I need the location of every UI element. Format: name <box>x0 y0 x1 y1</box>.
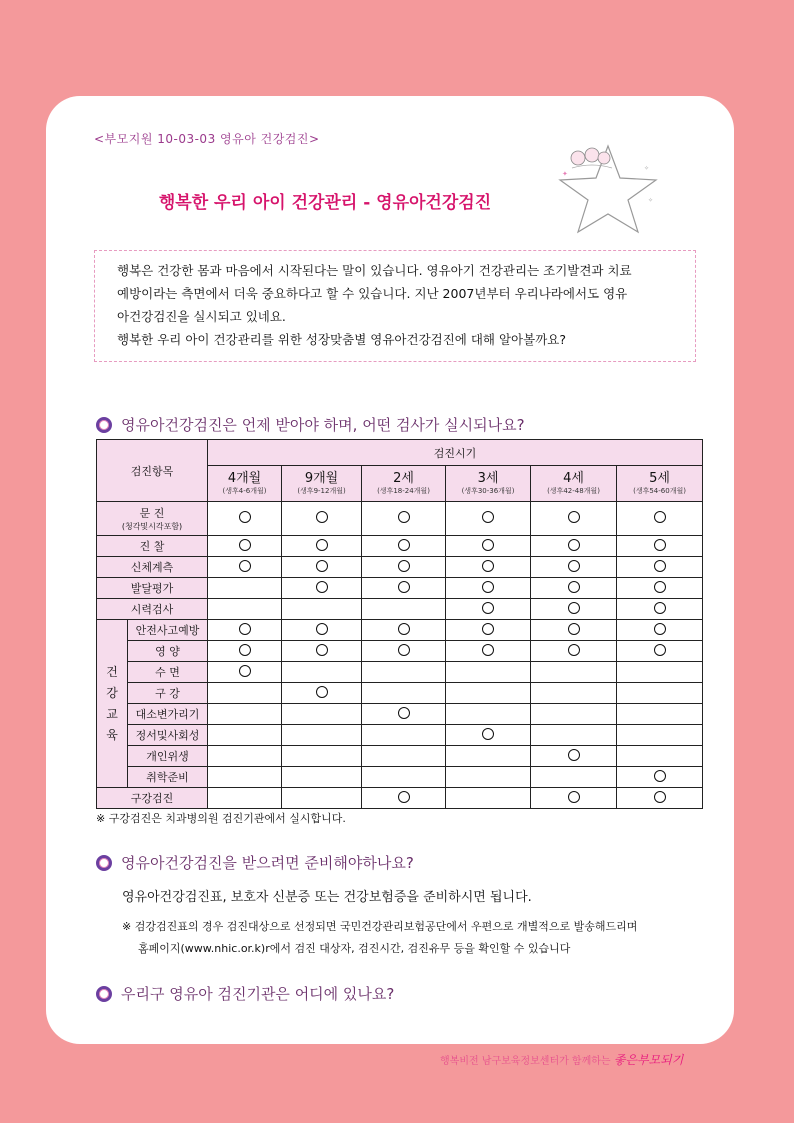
age-range: (생후42-48개월) <box>547 487 600 495</box>
schedule-cell <box>617 620 703 641</box>
schedule-cell <box>208 683 282 704</box>
schedule-cell <box>531 683 617 704</box>
circle-mark-icon <box>482 602 494 614</box>
circle-mark-icon <box>398 539 410 551</box>
schedule-cell <box>362 746 446 767</box>
circle-mark-icon <box>398 707 410 719</box>
schedule-cell <box>617 641 703 662</box>
schedule-cell <box>531 788 617 809</box>
schedule-cell <box>531 502 617 536</box>
schedule-cell <box>531 620 617 641</box>
schedule-cell <box>531 599 617 620</box>
circle-mark-icon <box>568 791 580 803</box>
circle-mark-icon <box>654 770 666 782</box>
intro-box <box>94 250 696 362</box>
schedule-cell <box>282 620 362 641</box>
circle-mark-icon <box>654 581 666 593</box>
circle-mark-icon <box>316 623 328 635</box>
schedule-cell <box>617 767 703 788</box>
schedule-cell <box>446 620 531 641</box>
circle-mark-icon <box>398 644 410 656</box>
section-heading-institutions <box>96 983 394 1004</box>
circle-mark-icon <box>654 539 666 551</box>
table-row <box>97 704 703 725</box>
schedule-cell <box>362 725 446 746</box>
schedule-cell <box>446 641 531 662</box>
schedule-cell <box>362 578 446 599</box>
circle-mark-icon <box>316 539 328 551</box>
group-label-char: 육 <box>106 727 118 742</box>
age-label: 9개월 <box>304 471 339 486</box>
schedule-cell <box>617 578 703 599</box>
intro-line: 행복은 건강한 몸과 마음에서 시작된다는 말이 있습니다. 영유아기 건강관리는 조기발견과 치료 <box>117 263 632 278</box>
circle-mark-icon <box>239 623 251 635</box>
item-label-cell <box>97 599 208 620</box>
circle-mark-icon <box>482 539 494 551</box>
circle-mark-icon <box>316 581 328 593</box>
schedule-cell <box>362 641 446 662</box>
circle-mark-icon <box>568 511 580 523</box>
item-label-cell <box>97 536 208 557</box>
item-label: 발달평가 <box>130 582 174 595</box>
schedule-cell <box>617 704 703 725</box>
circle-mark-icon <box>482 560 494 572</box>
circle-mark-icon <box>654 511 666 523</box>
schedule-cell <box>282 662 362 683</box>
schedule-cell <box>446 725 531 746</box>
table-row <box>97 557 703 578</box>
schedule-cell <box>446 578 531 599</box>
table-row <box>97 725 703 746</box>
schedule-cell <box>446 599 531 620</box>
circle-mark-icon <box>239 644 251 656</box>
table-row <box>97 683 703 704</box>
homepage-notice: 홈페이지(www.nhic.or.k)r에서 검진 대상자, 검진시간, 검진유무 등을 확인할 수 있습니다 <box>138 942 571 955</box>
age-label: 4개월 <box>227 471 262 486</box>
circle-mark-icon <box>398 581 410 593</box>
circle-mark-icon <box>482 644 494 656</box>
schedule-cell <box>362 704 446 725</box>
item-label: 영 양 <box>128 641 208 662</box>
age-range: (생후4-6개월) <box>222 487 267 495</box>
item-label: 구강검진 <box>130 792 174 805</box>
intro-line: 예방이라는 측면에서 더욱 중요하다고 할 수 있습니다. 지난 2007년부터 우리나라에서도 영유 <box>117 286 628 301</box>
schedule-cell <box>446 557 531 578</box>
age-label: 4세 <box>563 471 584 486</box>
intro-line: 아건강검진을 실시되고 있네요. <box>117 309 286 324</box>
age-header <box>531 466 617 502</box>
table-row <box>97 502 703 536</box>
schedule-cell <box>208 704 282 725</box>
table-footnote: ※ 구강검진은 치과병의원 검진기관에서 실시합니다. <box>96 812 346 825</box>
age-range: (생후54-60개월) <box>633 487 686 495</box>
circle-mark-icon <box>239 511 251 523</box>
schedule-cell <box>282 704 362 725</box>
schedule-cell <box>282 767 362 788</box>
schedule-cell <box>446 767 531 788</box>
footer <box>440 1051 683 1068</box>
svg-text:✧: ✧ <box>648 197 654 204</box>
schedule-cell <box>208 662 282 683</box>
schedule-cell <box>208 620 282 641</box>
schedule-cell <box>531 725 617 746</box>
schedule-cell <box>208 746 282 767</box>
schedule-cell <box>208 502 282 536</box>
schedule-cell <box>446 536 531 557</box>
table-row <box>97 641 703 662</box>
circle-mark-icon <box>654 623 666 635</box>
circle-mark-icon <box>398 791 410 803</box>
table-row <box>97 536 703 557</box>
item-sublabel: (청각및시각포함) <box>121 522 183 531</box>
circle-mark-icon <box>316 560 328 572</box>
schedule-cell <box>531 662 617 683</box>
schedule-cell <box>282 683 362 704</box>
schedule-cell <box>282 599 362 620</box>
schedule-cell <box>282 725 362 746</box>
circle-mark-icon <box>568 560 580 572</box>
bullet-icon <box>96 855 112 871</box>
schedule-cell <box>208 578 282 599</box>
circle-mark-icon <box>239 665 251 677</box>
schedule-cell <box>446 788 531 809</box>
circle-mark-icon <box>316 644 328 656</box>
schedule-cell <box>208 536 282 557</box>
requirement-text: 영유아건강검진표, 보호자 신분증 또는 건강보험증을 준비하시면 됩니다. <box>122 890 532 905</box>
section-heading-schedule <box>96 414 525 435</box>
schedule-cell <box>531 578 617 599</box>
circle-mark-icon <box>654 560 666 572</box>
age-label: 2세 <box>393 471 414 486</box>
age-header <box>362 466 446 502</box>
age-header <box>617 466 703 502</box>
schedule-cell <box>531 704 617 725</box>
age-range: (생후9-12개월) <box>297 487 346 495</box>
schedule-cell <box>617 725 703 746</box>
table-header-period: 검진시기 <box>208 440 703 466</box>
group-label-char: 건 <box>106 664 118 679</box>
schedule-cell <box>362 683 446 704</box>
schedule-cell <box>362 599 446 620</box>
table-row <box>97 599 703 620</box>
item-label: 시력검사 <box>130 603 174 616</box>
item-label-cell <box>97 578 208 599</box>
age-label: 5세 <box>649 471 670 486</box>
mail-notice: ※ 검강검진표의 경우 검진대상으로 선정되면 국민건강관리보험공단에서 우편으로 개별적으로 발송해드리며 <box>122 920 638 933</box>
item-label: 개인위생 <box>128 746 208 767</box>
schedule-cell <box>617 502 703 536</box>
item-label-cell <box>97 557 208 578</box>
schedule-cell <box>282 578 362 599</box>
item-label: 문 진 <box>139 507 165 520</box>
schedule-cell <box>617 683 703 704</box>
schedule-cell <box>362 662 446 683</box>
circle-mark-icon <box>482 511 494 523</box>
schedule-cell <box>208 725 282 746</box>
circle-mark-icon <box>398 560 410 572</box>
table-row <box>97 578 703 599</box>
schedule-cell <box>282 788 362 809</box>
schedule-cell <box>531 536 617 557</box>
schedule-cell <box>446 502 531 536</box>
svg-text:✦: ✦ <box>562 170 568 178</box>
schedule-cell <box>282 502 362 536</box>
circle-mark-icon <box>568 539 580 551</box>
circle-mark-icon <box>654 602 666 614</box>
circle-mark-icon <box>316 686 328 698</box>
circle-mark-icon <box>568 623 580 635</box>
table-row <box>97 767 703 788</box>
age-header <box>208 466 282 502</box>
circle-mark-icon <box>568 581 580 593</box>
item-label: 진 찰 <box>139 540 165 553</box>
schedule-cell <box>208 767 282 788</box>
schedule-cell <box>208 599 282 620</box>
table-row <box>97 788 703 809</box>
circle-mark-icon <box>654 644 666 656</box>
schedule-cell <box>362 620 446 641</box>
schedule-cell <box>282 746 362 767</box>
item-label: 대소변가리기 <box>128 704 208 725</box>
circle-mark-icon <box>568 644 580 656</box>
schedule-cell <box>362 557 446 578</box>
schedule-cell <box>362 502 446 536</box>
age-header <box>282 466 362 502</box>
table-row <box>97 746 703 767</box>
main-title: 행복한 우리 아이 건강관리 - 영유아건강검진 <box>158 193 492 213</box>
table-row <box>97 662 703 683</box>
svg-text:✧: ✧ <box>644 165 650 172</box>
circle-mark-icon <box>654 791 666 803</box>
item-label: 신체계측 <box>130 561 174 574</box>
schedule-cell <box>617 662 703 683</box>
schedule-cell <box>208 788 282 809</box>
schedule-cell <box>282 641 362 662</box>
footer-text: 행복비전 남구보육정보센터가 함께하는 <box>440 1056 611 1067</box>
table-row <box>97 620 703 641</box>
age-header <box>446 466 531 502</box>
section-heading-text: 영유아건강검진은 언제 받아야 하며, 어떤 검사가 실시되나요? <box>121 416 525 434</box>
schedule-cell <box>362 536 446 557</box>
schedule-cell <box>617 557 703 578</box>
schedule-cell <box>446 704 531 725</box>
schedule-cell <box>208 641 282 662</box>
circle-mark-icon <box>482 728 494 740</box>
schedule-cell <box>617 599 703 620</box>
checkup-schedule-table <box>96 439 703 809</box>
bullet-icon <box>96 986 112 1002</box>
table-header-item: 검진항목 <box>97 440 208 502</box>
circle-mark-icon <box>482 581 494 593</box>
section-heading-text: 영유아건강검진을 받으려면 준비해야하나요? <box>121 854 414 872</box>
schedule-cell <box>531 641 617 662</box>
section-heading-preparation <box>96 852 414 873</box>
circle-mark-icon <box>239 539 251 551</box>
schedule-cell <box>531 746 617 767</box>
footer-brand: 좋은부모되기 <box>613 1053 684 1067</box>
age-range: (생후30-36개월) <box>461 487 515 495</box>
item-label-cell <box>97 502 208 536</box>
circle-mark-icon <box>398 623 410 635</box>
group-label-char: 교 <box>106 706 118 721</box>
schedule-cell <box>531 767 617 788</box>
age-range: (생후18-24개월) <box>377 487 430 495</box>
item-label: 안전사고예방 <box>128 620 208 641</box>
document-subtitle: <부모지원 10-03-03 영유아 건강검진> <box>94 132 320 146</box>
bullet-icon <box>96 417 112 433</box>
schedule-cell <box>282 557 362 578</box>
schedule-cell <box>208 557 282 578</box>
schedule-cell <box>617 746 703 767</box>
circle-mark-icon <box>568 602 580 614</box>
item-label: 취학준비 <box>128 767 208 788</box>
schedule-cell <box>531 557 617 578</box>
age-label: 3세 <box>477 471 499 486</box>
health-education-group-label <box>97 620 128 788</box>
schedule-cell <box>446 683 531 704</box>
schedule-cell <box>446 746 531 767</box>
item-label: 구 강 <box>128 683 208 704</box>
circle-mark-icon <box>239 560 251 572</box>
circle-mark-icon <box>568 749 580 761</box>
item-label: 수 면 <box>128 662 208 683</box>
schedule-cell <box>282 536 362 557</box>
schedule-cell <box>362 767 446 788</box>
schedule-cell <box>617 788 703 809</box>
schedule-cell <box>617 536 703 557</box>
section-heading-text: 우리구 영유아 검진기관은 어디에 있나요? <box>121 985 395 1003</box>
circle-mark-icon <box>398 511 410 523</box>
schedule-cell <box>446 662 531 683</box>
schedule-cell <box>362 788 446 809</box>
item-label: 정서및사회성 <box>128 725 208 746</box>
circle-mark-icon <box>316 511 328 523</box>
intro-line: 행복한 우리 아이 건강관리를 위한 성장맞춤별 영유아건강검진에 대해 알아볼까요? <box>117 332 566 347</box>
circle-mark-icon <box>482 623 494 635</box>
group-label-char: 강 <box>106 685 118 700</box>
item-label-cell <box>97 788 208 809</box>
